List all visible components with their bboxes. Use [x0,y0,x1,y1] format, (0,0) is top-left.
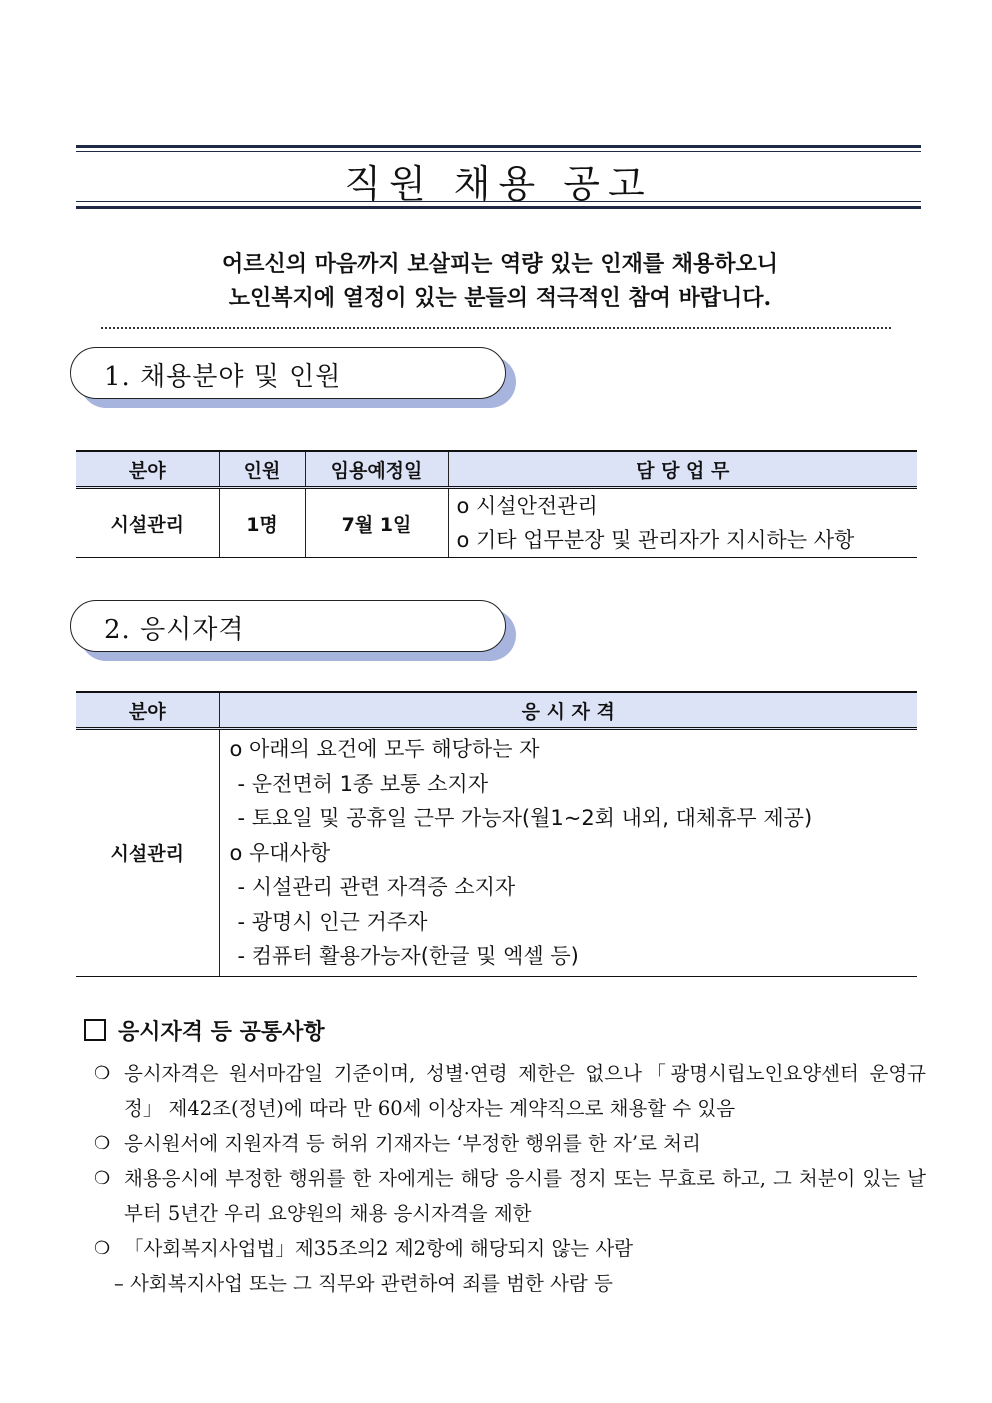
qualification-line: - 운전면허 1종 보통 소지자 [237,771,488,796]
intro-line-2: 노인복지에 열정이 있는 분들의 적극적인 참여 바랍니다. [228,285,772,311]
title-bottom-rule [76,206,921,209]
section-1-heading [70,347,508,401]
checkbox-icon [84,1019,106,1041]
qualification-line: - 시설관리 관련 자격증 소지자 [237,875,516,899]
cell-count: 1명 [219,488,305,558]
section-2-heading [70,600,508,654]
title-top-rule [76,145,921,148]
circle-bullet-icon: ❍ [94,1063,111,1084]
qualification-table [76,691,917,977]
qualification-line: - 토요일 및 공휴일 근무 가능자(월1~2회 내외, 대체휴무 제공) [237,806,813,830]
recruitment-table [76,450,917,558]
qualification-line: - 컴퓨터 활용가능자(한글 및 엑셀 등) [237,944,579,968]
list-item-text: 채용응시에 부정한 행위를 한 자에게는 해당 응시를 정지 또는 무효로 하고, 그 처분이 있는 날부터 5년간 우리 요양원의 채용 응시자격을 제한 [124,1167,926,1225]
list-item [90,1126,926,1161]
header-duties: 담 당 업 무 [448,451,917,488]
cell-duties [448,488,917,558]
list-item [90,1231,926,1266]
list-item-text: 응시자격은 원서마감일 기준이며, 성별·연령 제한은 없으나「광명시립노인요양센터 운영규정」 제42조(정년)에 따라 만 60세 이상자는 계약직으로 채용할 수 있음 [124,1062,926,1120]
circle-bullet-icon: ❍ [94,1168,111,1189]
recruitment-table-header [76,451,917,488]
page-title: 직원 채용 공고 [344,162,653,206]
header-qualifications: 응 시 자 격 [219,692,917,729]
list-item [90,1161,926,1231]
table-row [76,729,917,977]
intro-line-1: 어르신의 마음까지 보살피는 역량 있는 인재를 채용하오니 [221,251,778,277]
section-1-heading-text: 1. 채용분야 및 인원 [104,362,342,392]
duty-item: o 시설안전관리 [456,494,598,518]
intro-text [100,247,900,315]
cell-field: 시설관리 [76,729,219,977]
list-item [90,1056,926,1126]
header-date: 임용예정일 [305,451,448,488]
title-banner [76,145,921,209]
header-field: 분야 [76,692,219,729]
common-notes-title-text: 응시자격 등 공통사항 [118,1019,325,1045]
common-notes-title [84,1015,325,1046]
list-item-text: 「사회복지사업법」제35조의2 제2항에 해당되지 않는 사람 [124,1237,633,1260]
table-row [76,488,917,558]
header-field: 분야 [76,451,219,488]
list-item-text: 응시원서에 지원자격 등 허위 기재자는 ‘부정한 행위를 한 자’로 처리 [124,1132,701,1155]
qualification-line: o 아래의 요건에 모두 해당하는 자 [229,737,540,761]
circle-bullet-icon: ❍ [94,1238,111,1259]
common-notes-list [90,1056,926,1301]
qualification-line: - 광명시 인근 거주자 [237,909,428,934]
section-2-heading-text: 2. 응시자격 [104,615,245,645]
cell-field: 시설관리 [76,488,219,558]
cell-qualifications [219,729,917,977]
qualification-line: o 우대사항 [229,840,331,865]
circle-bullet-icon: ❍ [94,1133,111,1154]
cell-date: 7월 1일 [305,488,448,558]
list-sub-item: – 사회복지사업 또는 그 직무와 관련하여 죄를 범한 사람 등 [114,1272,613,1295]
duty-item: o 기타 업무분장 및 관리자가 지시하는 사항 [456,528,855,552]
dotted-divider [101,327,891,329]
header-count: 인원 [219,451,305,488]
qualification-table-header [76,692,917,729]
